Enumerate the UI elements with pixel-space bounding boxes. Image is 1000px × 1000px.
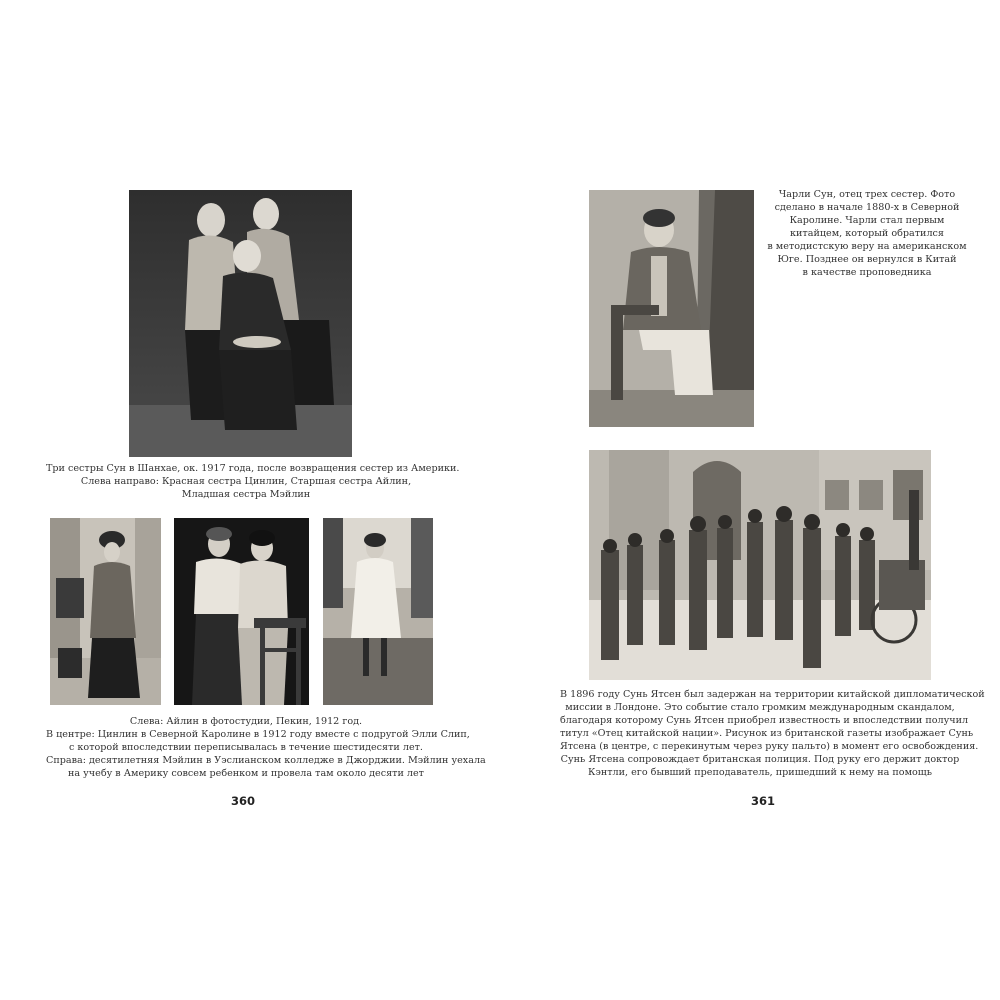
caption-line: с которой впоследствии переписывалась в течение шестидесяти лет. bbox=[69, 742, 423, 753]
caption-line: титул «Отец китайской нации». Рисунок из британской газеты изображает Сунь bbox=[560, 728, 974, 739]
caption-line: Три сестры Сун в Шанхае, ок. 1917 года, после возвращения сестер из Америки. bbox=[46, 463, 460, 474]
caption-line: Ятсена (в центре, с перекинутым через руку пальто) в момент его освобождения. bbox=[560, 741, 979, 752]
caption-line: Справа: десятилетняя Мэйлин в Уэслианском колледже в Джорджии. Мэйлин уехала bbox=[46, 755, 486, 766]
three-photos-caption bbox=[46, 715, 486, 780]
charlie-soong-caption bbox=[762, 188, 972, 279]
three-sisters-photo bbox=[129, 190, 352, 457]
caption-line: на учебу в Америку совсем ребенком и провела там около десяти лет bbox=[68, 768, 424, 779]
qingling-photo bbox=[174, 518, 309, 705]
caption-line: Младшая сестра Мэйлин bbox=[181, 489, 311, 500]
caption-line: Чарли Сун, отец трех сестер. Фото bbox=[778, 189, 956, 200]
charlie-soong-photo bbox=[589, 190, 754, 427]
caption-line: в качестве проповедника bbox=[802, 267, 932, 278]
caption-line: В центре: Цинлин в Северной Каролине в 1912 году вместе с подругой Элли Слип, bbox=[46, 729, 470, 740]
right-page bbox=[500, 0, 1000, 1000]
caption-line: благодаря которому Сунь Ятсен приобрел известность и впоследствии получил bbox=[560, 715, 969, 726]
page-number-left: 360 bbox=[231, 794, 256, 808]
sun-yatsen-caption bbox=[560, 688, 985, 779]
caption-line: миссии в Лондоне. Это событие стало громким международным скандалом, bbox=[565, 702, 955, 713]
caption-line: в методистскую веру на американском bbox=[767, 241, 967, 252]
page-number-right: 361 bbox=[751, 794, 776, 808]
caption-line: Кэнтли, его бывший преподаватель, пришедший к нему на помощь bbox=[588, 767, 932, 778]
caption-line: Сунь Ятсена сопровождает британская полиция. Под руку его держит доктор bbox=[560, 754, 960, 765]
caption-line: сделано в начале 1880-х в Северной bbox=[774, 202, 960, 213]
sun-yatsen-release-drawing bbox=[589, 450, 931, 680]
caption-line: В 1896 году Сунь Ятсен был задержан на территории китайской дипломатической bbox=[560, 689, 985, 700]
ailing-photo bbox=[50, 518, 161, 705]
caption-line: Каролине. Чарли стал первым bbox=[789, 215, 945, 226]
caption-line: Слева: Айлин в фотостудии, Пекин, 1912 год. bbox=[129, 716, 363, 727]
caption-line: китайцем, который обратился bbox=[790, 228, 944, 239]
three-sisters-caption bbox=[46, 462, 460, 501]
caption-line: Слева направо: Красная сестра Цинлин, Старшая сестра Айлин, bbox=[80, 476, 412, 487]
meiling-photo bbox=[323, 518, 433, 705]
caption-line: Юге. Позднее он вернулся в Китай bbox=[777, 254, 957, 265]
